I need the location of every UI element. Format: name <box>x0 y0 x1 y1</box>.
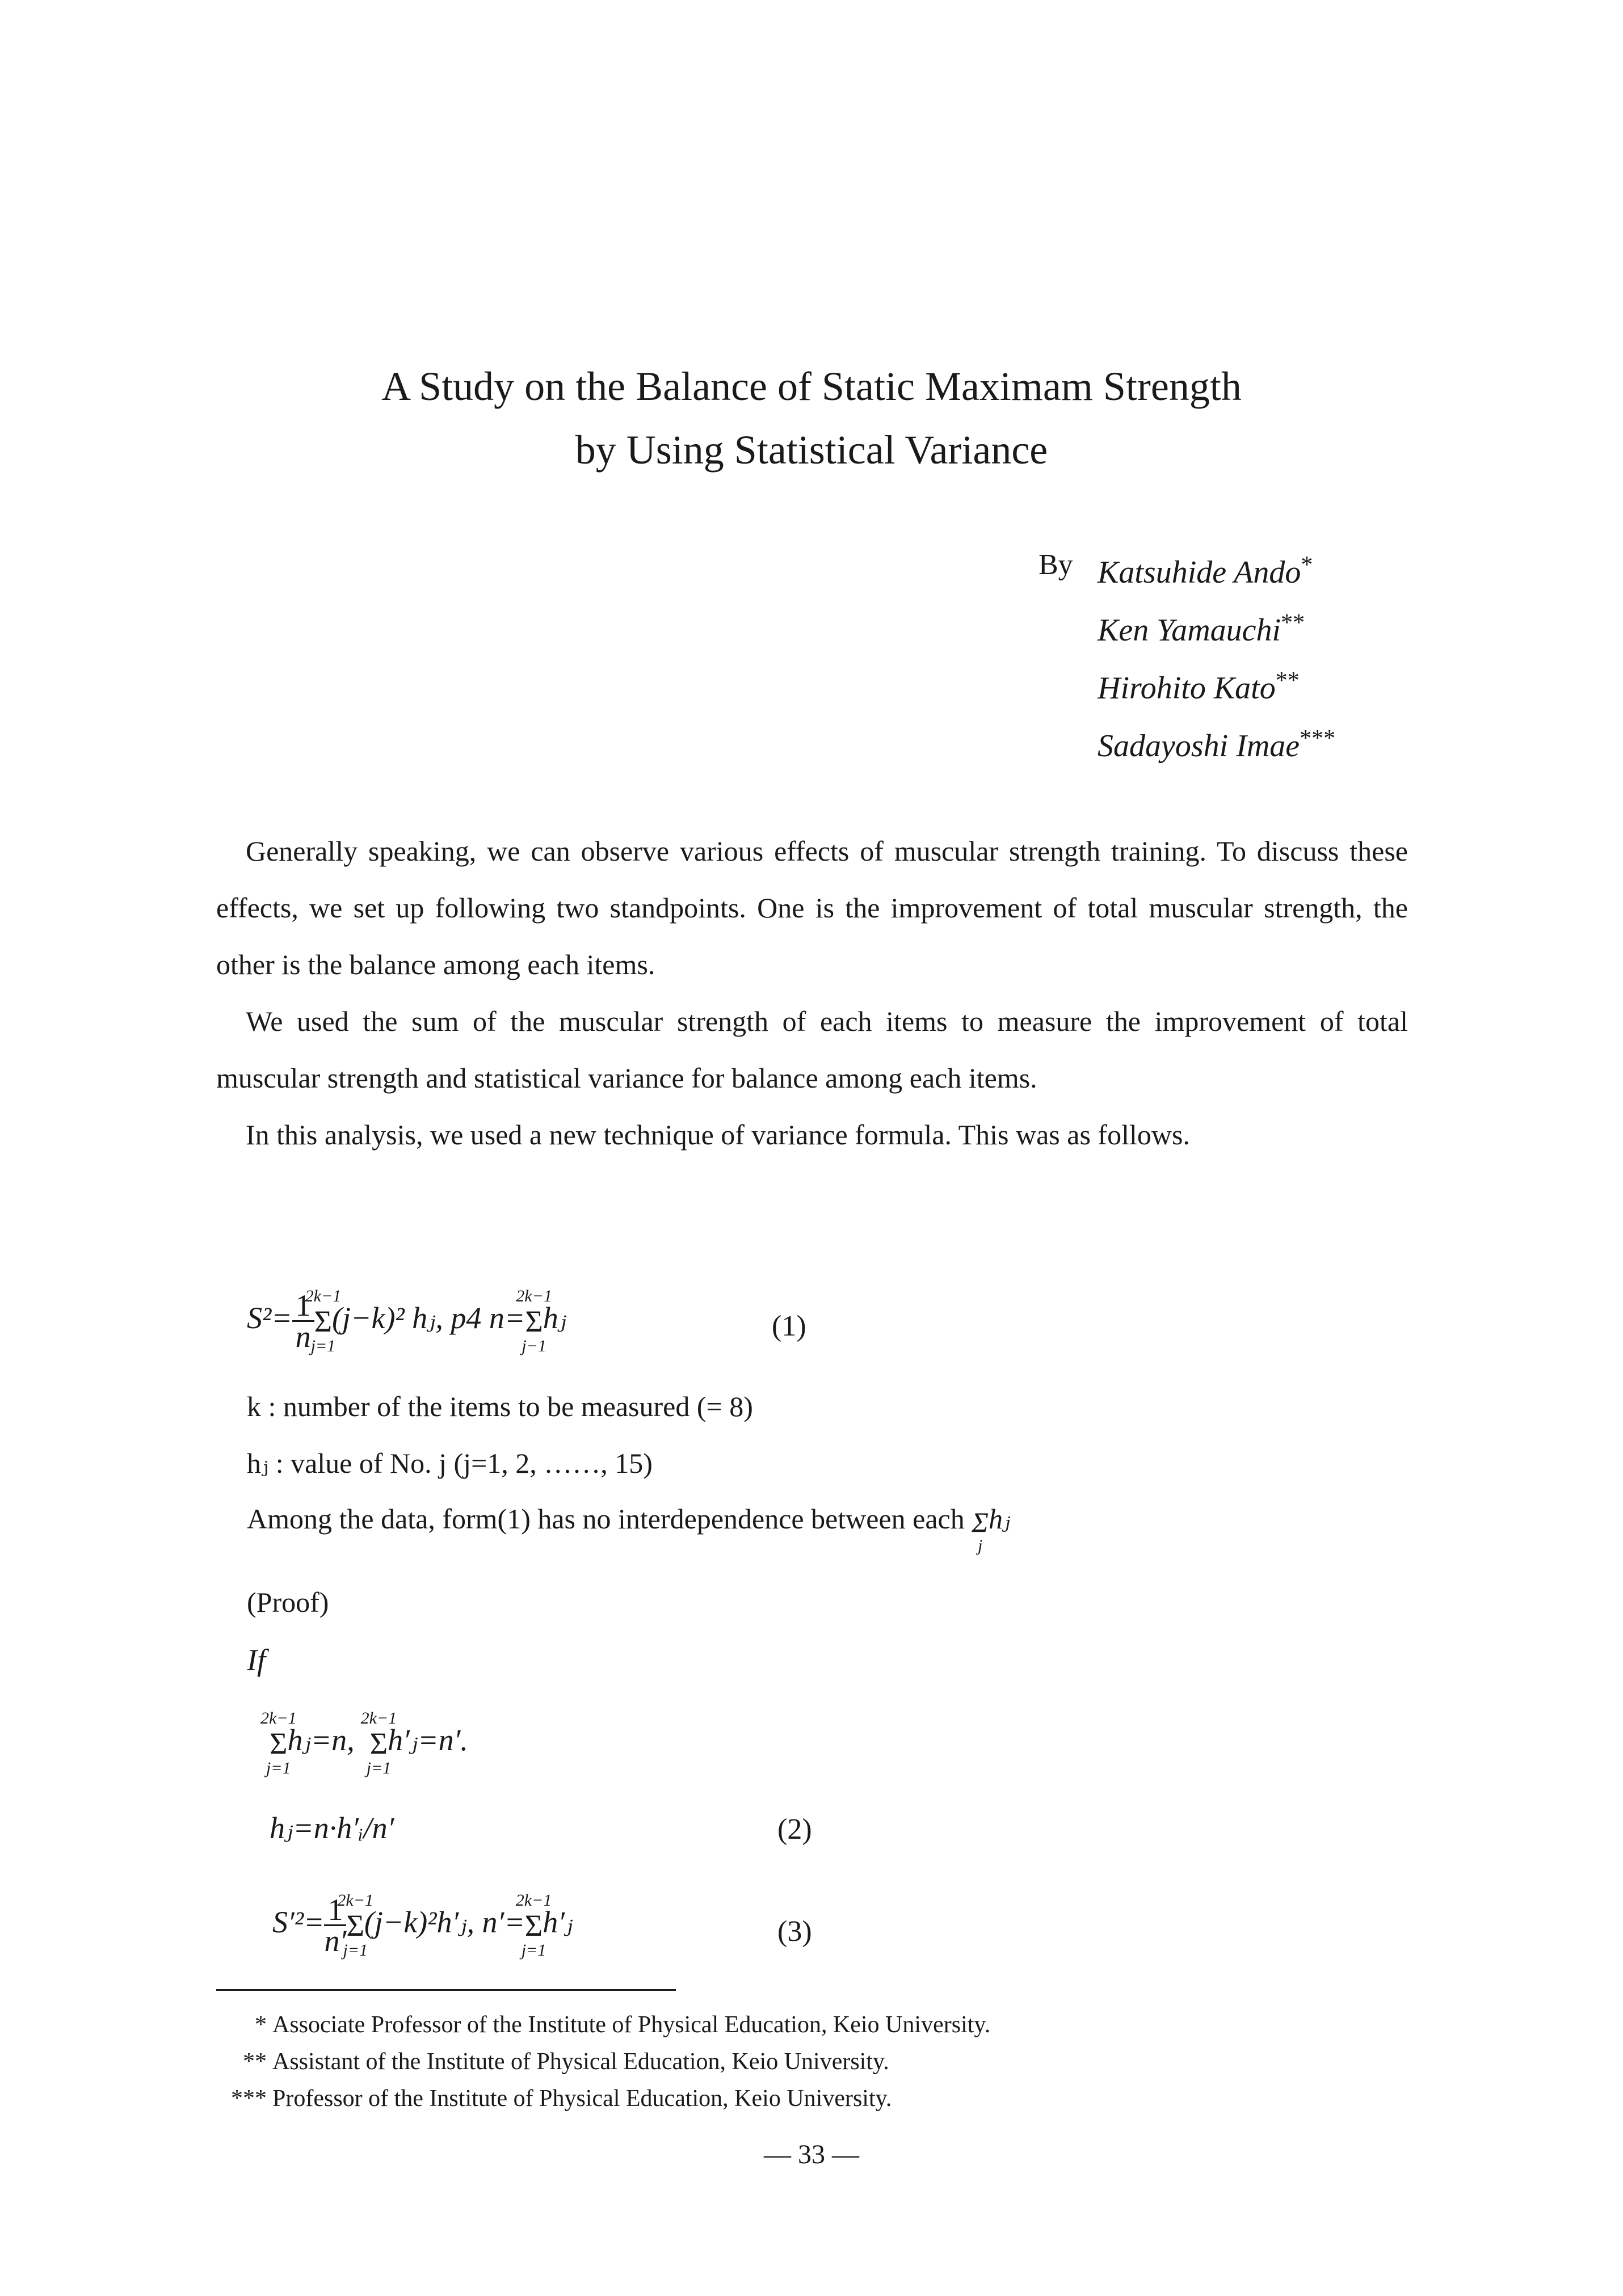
equation-number: (3) <box>777 1915 812 1948</box>
fraction: $\frac{1}{n}$ <box>292 1291 314 1351</box>
footnote: ** Assistant of the Institute of Physical Education, Keio University. <box>243 2049 889 2075</box>
proof-label: (Proof) <box>247 1586 329 1618</box>
sum-symbol: Σ 2k−1 j=1 <box>305 1286 342 1355</box>
paragraph: Generally speaking, we can observe various effects of muscular strength training. To discuss these effects, we set up following two standpoints. One is the improvement of total muscular strength, the other is the balance among each items. <box>216 835 1408 980</box>
equation-number: (2) <box>777 1813 812 1846</box>
equation-if: Σ 2k−1 j=1 hⱼ=n, Σ 2k−1 j=1 h′ⱼ=n′. <box>260 1708 468 1777</box>
sum-symbol: Σ 2k−1 j=1 <box>260 1708 297 1777</box>
page-number: — 33 — <box>764 2139 859 2169</box>
sum-symbol: Σ j <box>972 1506 989 1555</box>
footnote: * Associate Professor of the Institute of Physical Education, Keio University. <box>255 2012 991 2038</box>
sum-symbol: Σ 2k−1 j=1 <box>360 1708 397 1777</box>
if-label: If <box>247 1643 266 1677</box>
byline-by: By <box>1038 549 1073 581</box>
author-name: Hirohito Kato** <box>1098 668 1300 706</box>
definition-h: hⱼ : value of No. j (j=1, 2, ……, 15) <box>247 1447 653 1479</box>
equation-2: hⱼ=n·h′ᵢ/n′ <box>270 1811 394 1845</box>
equation-number: (1) <box>772 1310 806 1342</box>
fraction: $\frac{1}{n'}$ <box>324 1893 347 1958</box>
title-line-1: A Study on the Balance of Static Maximam Strength <box>381 364 1242 409</box>
footnote-rule <box>216 1989 676 1991</box>
author-name: Sadayoshi Imae*** <box>1098 726 1336 764</box>
author-name: Katsuhide Ando* <box>1098 552 1313 590</box>
equation-1: S²= $\frac{1}{n}$ Σ 2k−1 j=1 (j−k)² hⱼ, p4 n=Σ 2k−1 j−1 hⱼ <box>247 1286 567 1355</box>
sum-symbol: Σ 2k−1 j−1 <box>516 1286 552 1355</box>
sum-symbol: Σ 2k−1 j=1 <box>515 1890 552 1960</box>
paragraph: In this analysis, we used a new technique of variance formula. This was as follows. <box>246 1119 1190 1151</box>
footnote: *** Professor of the Institute of Physical Education, Keio University. <box>231 2086 892 2112</box>
sum-symbol: Σ 2k−1 j=1 <box>337 1890 373 1960</box>
interdependence-line: Among the data, form(1) has no interdependence between each Σ j hⱼ <box>247 1503 1011 1555</box>
title-line-2: by Using Statistical Variance <box>575 427 1048 473</box>
author-name: Ken Yamauchi** <box>1098 610 1305 648</box>
definition-k: k : number of the items to be measured (= 8) <box>247 1391 753 1422</box>
paragraph: We used the sum of the muscular strength of each items to measure the improvement of total muscular strength and statistical variance for balance among each items. <box>216 1005 1408 1094</box>
body-text <box>216 823 1408 1163</box>
equation-3: S′²= $\frac{1}{n'}$ Σ 2k−1 j=1 (j−k)²h′ⱼ, n′=Σ 2k−1 j=1 h′ⱼ <box>272 1890 573 1960</box>
